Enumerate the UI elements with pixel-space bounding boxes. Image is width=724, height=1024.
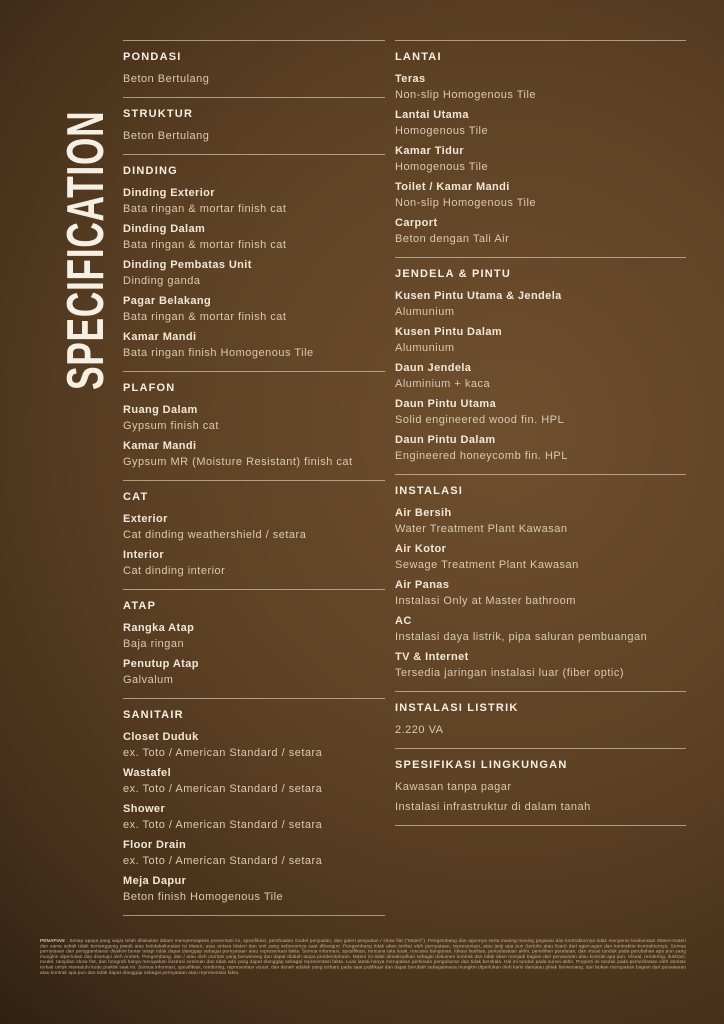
item-value: ex. Toto / American Standard / setara: [123, 819, 323, 831]
item-value: Non-slip Homogenous Tile: [395, 89, 537, 101]
spec-item: [123, 656, 385, 688]
spec-item: [123, 547, 385, 579]
spec-columns: [123, 40, 686, 916]
item-value: Homogenous Tile: [395, 125, 489, 137]
item-value: ex. Toto / American Standard / setara: [123, 855, 323, 867]
item-label: Penutup Atap: [123, 658, 199, 670]
item-value: Cat dinding weathershield / setara: [123, 529, 307, 541]
item-value: Instalasi daya listrik, pipa saluran pembuangan: [395, 631, 648, 643]
item-label: Shower: [123, 803, 166, 815]
item-value: Water Treatment Plant Kawasan: [395, 523, 568, 535]
section-title: INSTALASI LISTRIK: [395, 702, 519, 714]
spec-section: [395, 748, 686, 825]
item-label: Air Panas: [395, 579, 450, 591]
item-label: Teras: [395, 73, 426, 85]
section-title: ATAP: [123, 600, 157, 612]
section-title: SPESIFIKASI LINGKUNGAN: [395, 759, 568, 771]
spec-item: [123, 837, 385, 869]
item-value: Beton Bertulang: [123, 130, 210, 142]
item-value: 2.220 VA: [395, 724, 444, 736]
item-label: Daun Jendela: [395, 362, 472, 374]
spec-item: [395, 360, 686, 392]
item-value: Tersedia jaringan instalasi luar (fiber optic): [395, 667, 625, 679]
item-label: Kusen Pintu Utama & Jendela: [395, 290, 562, 302]
section-items: [123, 402, 385, 470]
section-title: STRUKTUR: [123, 108, 194, 120]
item-label: Carport: [395, 217, 438, 229]
disclaimer-text: Setiap upaya yang wajar telah dilakukan dalam mempersiapkan presentasi ini, spesifikasi, pembuatan model penjualan, dan galeri penjualan / show flat ("Materi"). Pengembang dan agennya serta masing-masing pegawai dan kontraktornya tidak menjamin keakuratan Materi-materi dan sama sekali tidak bertanggung jawab atas ketidakakuratan isi Materi, atau antara Materi dan unit yang sebenarnya saat dibangun. Pengembang tidak akan terikat oleh pernyataan, representasi, atau janji apa pun (tertulis atau lisan) dari agen-agen dan kontraktor-kontraktornya. Semua pernyataan dan penggambaran diyakini benar tetapi tidak dapat dianggap sebagai pernyataan atau representasi fakta. Semua informasi, spesifikasi, rencana tata letak, rencana bangunan, lokasi fasilitas, penyelesaian akhir, pemilihan peralatan, dan visual tunduk pada perubahan apa pun yang mungkin diperlukan dan disetujui oleh Arsitek, Pengembang, dan / atau oleh otoritas yang berwenang dan dapat diubah tanpa pemberitahuan. Materi ini tidak dimaksudkan sebagai dokumen kontrak dan tidak akan menjadi bagian dari penawaran atau kontrak apa pun. Visual, rendering, ilustrasi, model, tampilan show flat, dan fotografi hanya merupakan ilustrasi seniman dan tidak ada yang dapat dianggap sebagai representasi fakta. Luas lantai hanya merupakan perkiraan pengukuran dan tidak berskala. Hal ini tunduk pada survei akhir. Properti ini tunduk pada pemeriksaan oleh otoritas terkait untuk mematuhi kode praktik saat ini. Semua informasi, spesifikasi, rendering, representasi visual, dan denah adalah yang terbaru pada saat publikasi dan dapat berubah sebagaimana mungkin diperlukan oleh kami dan/atau pihak berwenang, dan bukan merupakan bagian dari penawaran atau kontrak apa pun dan tidak dapat dianggap sebagai pernyataan atau representasi fakta.: [40, 938, 686, 975]
spec-item: [395, 541, 686, 573]
spec-item: [395, 649, 686, 681]
item-label: Kusen Pintu Dalam: [395, 326, 503, 338]
spec-item: [395, 324, 686, 356]
spec-item: [395, 107, 686, 139]
spec-section: [123, 154, 385, 371]
section-title: CAT: [123, 491, 149, 503]
spec-item: [395, 143, 686, 175]
item-value: Baja ringan: [123, 638, 185, 650]
item-label: AC: [395, 615, 412, 627]
item-value: Bata ringan & mortar finish cat: [123, 203, 287, 215]
spec-item: [395, 613, 686, 645]
disclaimer-paragraph: [40, 938, 686, 975]
column-left: [123, 40, 385, 916]
item-label: Air Bersih: [395, 507, 452, 519]
spec-section: [123, 480, 385, 589]
item-label: Dinding Exterior: [123, 187, 215, 199]
item-value: Galvalum: [123, 674, 174, 686]
spec-item: [395, 799, 686, 815]
section-items: [395, 288, 686, 464]
section-title: LANTAI: [395, 51, 442, 63]
spec-item: [123, 765, 385, 797]
item-value: Beton finish Homogenous Tile: [123, 891, 284, 903]
spec-section: [123, 589, 385, 698]
spec-section: [395, 257, 686, 474]
item-value: Bata ringan & mortar finish cat: [123, 239, 287, 251]
item-value: Homogenous Tile: [395, 161, 489, 173]
item-value: Gypsum finish cat: [123, 420, 219, 432]
item-value: Alumunium: [395, 306, 455, 318]
item-value: Beton Bertulang: [123, 73, 210, 85]
section-title: PONDASI: [123, 51, 182, 63]
item-label: Interior: [123, 549, 165, 561]
vertical-page-title: SPECIFICATION: [57, 110, 115, 391]
section-items: [123, 620, 385, 688]
spec-section: [395, 691, 686, 748]
item-label: Floor Drain: [123, 839, 187, 851]
spec-item: [395, 722, 686, 738]
section-items: [395, 505, 686, 681]
section-items: [123, 729, 385, 905]
spec-item: [395, 396, 686, 428]
section-title: DINDING: [123, 165, 178, 177]
section-items: [395, 722, 686, 738]
item-value: ex. Toto / American Standard / setara: [123, 747, 323, 759]
disclaimer-label: PENAFIAN: [40, 938, 65, 943]
item-value: ex. Toto / American Standard / setara: [123, 783, 323, 795]
item-label: Lantai Utama: [395, 109, 469, 121]
spec-section: [123, 40, 385, 97]
spec-item: [395, 779, 686, 795]
column-right: [395, 40, 686, 916]
spec-item: [395, 179, 686, 211]
item-value: Instalasi infrastruktur di dalam tanah: [395, 801, 591, 813]
item-value: Engineered honeycomb fin. HPL: [395, 450, 568, 462]
item-label: Meja Dapur: [123, 875, 187, 887]
spec-section: [123, 97, 385, 154]
item-value: Instalasi Only at Master bathroom: [395, 595, 576, 607]
item-value: Alumunium: [395, 342, 455, 354]
spec-item: [395, 71, 686, 103]
spec-item: [123, 257, 385, 289]
item-label: Dinding Dalam: [123, 223, 206, 235]
spec-item: [395, 505, 686, 537]
disclaimer-separator: :: [64, 938, 70, 943]
item-label: Daun Pintu Dalam: [395, 434, 496, 446]
item-value: Bata ringan & mortar finish cat: [123, 311, 287, 323]
spec-item: [123, 128, 385, 144]
section-divider: [395, 825, 686, 826]
spec-item: [123, 71, 385, 87]
item-label: Wastafel: [123, 767, 172, 779]
disclaimer: [40, 938, 686, 978]
spec-item: [123, 221, 385, 253]
item-label: Daun Pintu Utama: [395, 398, 497, 410]
item-label: Air Kotor: [395, 543, 447, 555]
section-items: [123, 71, 385, 87]
item-value: Aluminium + kaca: [395, 378, 491, 390]
section-title: SANITAIR: [123, 709, 184, 721]
item-value: Sewage Treatment Plant Kawasan: [395, 559, 579, 571]
spec-item: [395, 577, 686, 609]
spec-section: [395, 474, 686, 691]
spec-item: [123, 402, 385, 434]
section-title: INSTALASI: [395, 485, 464, 497]
section-items: [123, 128, 385, 144]
spec-section: [123, 698, 385, 915]
item-label: Exterior: [123, 513, 168, 525]
section-divider: [123, 915, 385, 916]
item-value: Non-slip Homogenous Tile: [395, 197, 537, 209]
item-value: Gypsum MR (Moisture Resistant) finish cat: [123, 456, 353, 468]
spec-item: [123, 293, 385, 325]
spec-item: [395, 215, 686, 247]
item-value: Solid engineered wood fin. HPL: [395, 414, 565, 426]
item-value: Beton dengan Tali Air: [395, 233, 510, 245]
spec-item: [123, 511, 385, 543]
item-label: Dinding Pembatas Unit: [123, 259, 252, 271]
section-items: [123, 511, 385, 579]
item-value: Dinding ganda: [123, 275, 201, 287]
item-label: Rangka Atap: [123, 622, 195, 634]
item-value: Cat dinding interior: [123, 565, 226, 577]
item-label: Ruang Dalam: [123, 404, 198, 416]
item-label: Kamar Tidur: [395, 145, 464, 157]
spec-item: [123, 801, 385, 833]
item-label: Kamar Mandi: [123, 440, 197, 452]
spec-item: [123, 729, 385, 761]
item-label: TV & Internet: [395, 651, 469, 663]
section-items: [395, 779, 686, 815]
item-value: Bata ringan finish Homogenous Tile: [123, 347, 314, 359]
item-value: Kawasan tanpa pagar: [395, 781, 512, 793]
item-label: Closet Duduk: [123, 731, 199, 743]
spec-item: [123, 620, 385, 652]
spec-item: [395, 288, 686, 320]
item-label: Kamar Mandi: [123, 331, 197, 343]
spec-section: [395, 40, 686, 257]
section-items: [123, 185, 385, 361]
spec-item: [123, 329, 385, 361]
section-items: [395, 71, 686, 247]
spec-section: [123, 371, 385, 480]
section-title: PLAFON: [123, 382, 176, 394]
spec-item: [123, 438, 385, 470]
spec-item: [395, 432, 686, 464]
item-label: Pagar Belakang: [123, 295, 212, 307]
section-title: JENDELA & PINTU: [395, 268, 511, 280]
spec-item: [123, 185, 385, 217]
item-label: Toilet / Kamar Mandi: [395, 181, 510, 193]
spec-item: [123, 873, 385, 905]
